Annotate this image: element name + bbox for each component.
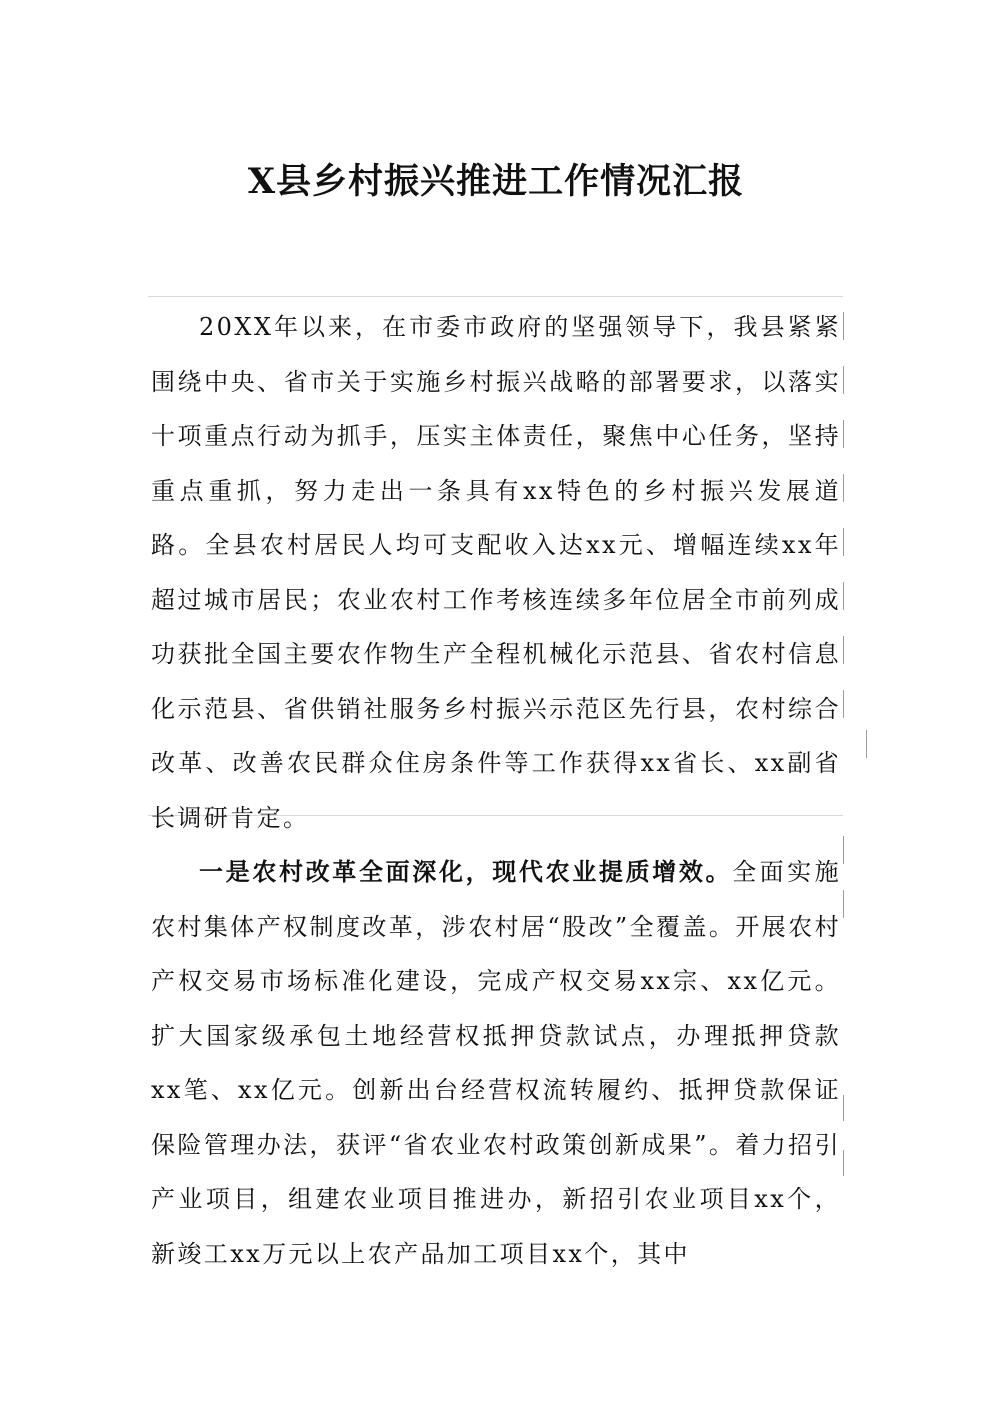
margin-marker [843, 836, 844, 864]
paragraph-marker-top [148, 296, 843, 297]
paragraph-lead: 一是农村改革全面深化，现代农业提质增效。 [199, 857, 733, 886]
margin-marker [843, 890, 844, 918]
margin-marker [843, 582, 844, 610]
margin-marker [843, 474, 844, 502]
margin-marker [843, 312, 844, 340]
margin-marker [843, 420, 844, 448]
margin-marker [843, 636, 844, 664]
margin-marker [866, 730, 867, 758]
margin-marker [843, 528, 844, 556]
margin-marker [843, 1095, 844, 1121]
intro-paragraph [151, 300, 841, 845]
document-title: X县乡村振兴推进工作情况汇报 [247, 161, 745, 202]
paragraph-text: 全面实施农村集体产权制度改革，涉农村居“股改”全覆盖。开展农村产权交易市场标准化建设，完成产权交易xx宗、xx亿元。扩大国家级承包土地经营权抵押贷款试点，办理抵押贷款xx笔、xx亿元。创新出台经营权流转履约、抵押贷款保证保险管理办法，获评“省农业农村政策创新成果”。着力招引产业项目，组建农业项目推进办，新招引农业项目xx个，新竣工xx万元以上农产品加工项目xx个，其中 [151, 858, 841, 1268]
document-body [151, 300, 841, 1281]
margin-marker [843, 366, 844, 394]
paragraph-text: 20XX年以来，在市委市政府的坚强领导下，我县紧紧围绕中央、省市关于实施乡村振兴战略的部署要求，以落实十项重点行动为抓手，压实主体责任，聚焦中心任务，坚持重点重抓，努力走出一条具有xx特色的乡村振兴发展道路。全县农村居民人均可支配收入达xx元、增幅连续xx年超过城市居民；农业农村工作考核连续多年位居全市前列成功获批全国主要农作物生产全程机械化示范县、省农村信息化示范县、省供销社服务乡村振兴示范区先行县，农村综合改革、改善农民群众住房条件等工作获得xx省长、xx副省长调研肯定。 [151, 313, 841, 832]
margin-marker [843, 1150, 844, 1176]
margin-marker [843, 690, 844, 718]
section-paragraph [151, 845, 841, 1281]
